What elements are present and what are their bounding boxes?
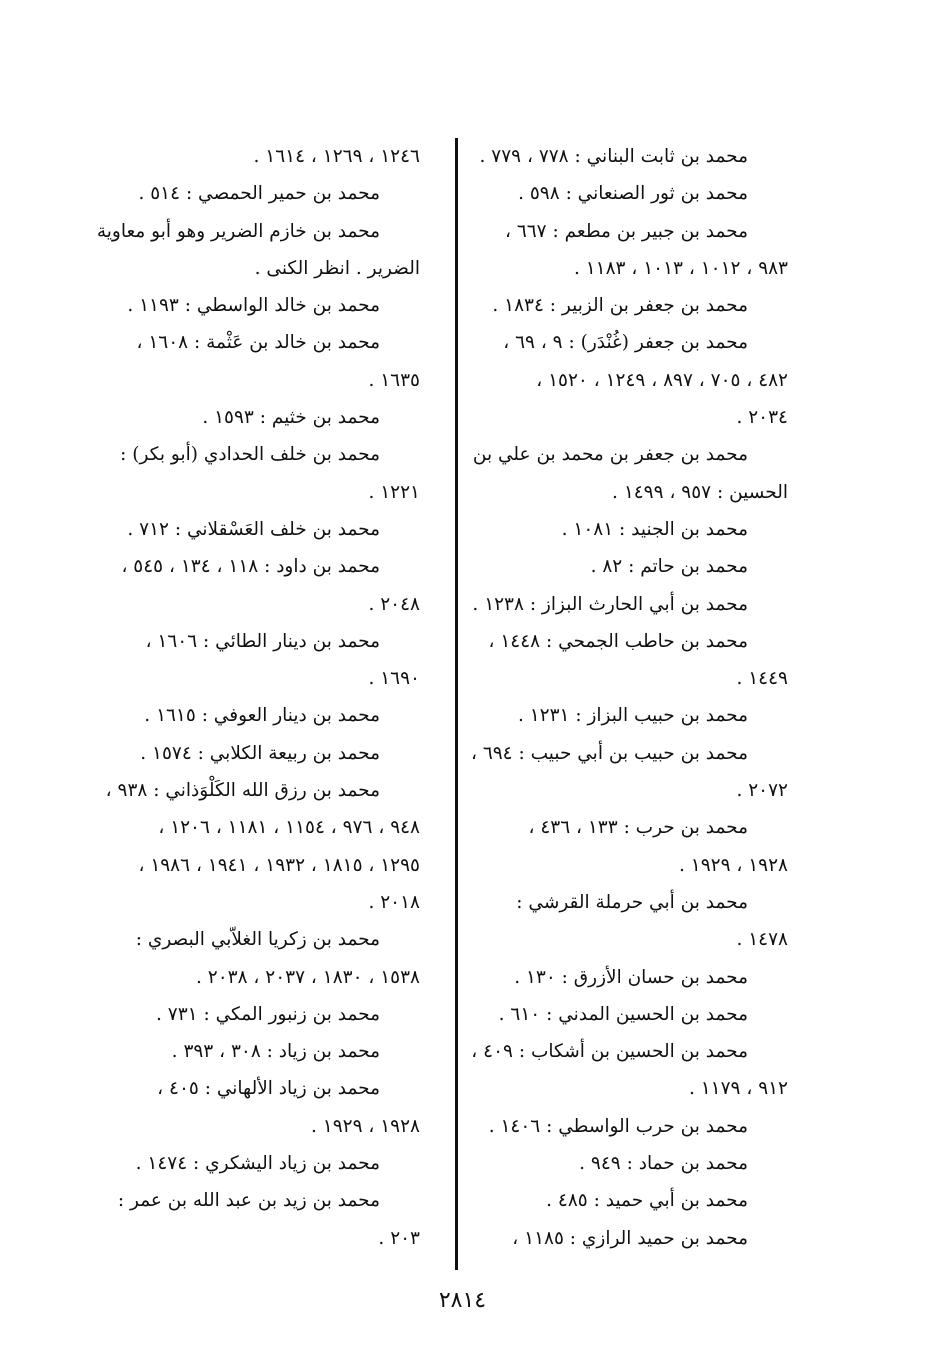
index-line: محمد بن حرب الواسطي : ١٤٠٦ .	[488, 1115, 748, 1137]
index-line: ٢٠٣٤ .	[736, 407, 788, 429]
index-line: ١٤٧٨ .	[736, 929, 788, 951]
index-line: ١٢٤٦ ، ١٢٦٩ ، ١٦١٤ .	[253, 146, 420, 167]
left-column	[80, 138, 420, 1257]
index-line: محمد بن جعفر بن محمد بن علي بن	[472, 444, 748, 466]
index-line: محمد بن زياد اليشكري : ١٤٧٤ .	[135, 1153, 380, 1175]
right-column	[448, 138, 788, 1257]
index-line: ٩١٢ ، ١١٧٩ .	[688, 1078, 788, 1100]
index-line: محمد بن خلف الحدادي (أبو بكر) :	[120, 444, 380, 466]
index-line: محمد بن دينار الطائي : ١٦٠٦ ،	[145, 630, 380, 652]
index-line: محمد بن خازم الضرير وهو أبو معاوية	[96, 220, 380, 242]
index-line: محمد بن الحسين المدني : ٦١٠ .	[498, 1003, 748, 1025]
index-line: محمد بن أبي حرملة القرشي :	[516, 891, 748, 913]
page-number: ٢٨١٤	[438, 1288, 487, 1313]
index-line: محمد بن داود : ١١٨ ، ١٣٤ ، ٥٤٥ ،	[121, 556, 380, 578]
index-line: ١٤٤٩ .	[736, 668, 788, 690]
index-line: محمد بن حماد : ٩٤٩ .	[579, 1153, 748, 1175]
index-line: محمد بن خلف العَسْقلاني : ٧١٢ .	[127, 518, 380, 540]
index-line: محمد بن زياد الألهاني : ٤٠٥ ،	[157, 1078, 380, 1100]
index-line: ٢٠٣ .	[378, 1227, 420, 1249]
index-line: محمد بن أبي الحارث البزاز : ١٢٣٨ .	[472, 593, 748, 615]
index-line: محمد بن ثور الصنعاني : ٥٩٨ .	[518, 183, 748, 205]
index-line: محمد بن جعفر (غُنْدَر) : ٩ ، ٦٩ ،	[503, 332, 748, 354]
index-line: محمد بن زنبور المكي : ٧٣١ .	[156, 1003, 380, 1025]
index-line: ١٩٢٨ ، ١٩٢٩ .	[311, 1115, 420, 1137]
index-line: محمد بن حرب : ١٣٣ ، ٤٣٦ ،	[528, 817, 748, 839]
index-line: محمد بن حمير الحمصي : ٥١٤ .	[138, 183, 380, 205]
index-line: محمد بن ثابت البناني : ٧٧٨ ، ٧٧٩ .	[479, 146, 748, 167]
index-line: ١٢٢١ .	[368, 481, 420, 503]
index-line: ١٥٣٨ ، ١٨٣٠ ، ٢٠٣٧ ، ٢٠٣٨ .	[196, 966, 420, 988]
index-line: الضرير . انظر الكنى .	[254, 257, 420, 279]
index-line: محمد بن حسان الأزرق : ١٣٠ .	[514, 966, 748, 988]
index-line: محمد بن الجنيد : ١٠٨١ .	[561, 518, 748, 540]
index-line: الحسين : ٩٥٧ ، ١٤٩٩ .	[612, 481, 788, 503]
index-line: محمد بن خثيم : ١٥٩٣ .	[202, 407, 380, 429]
index-line: محمد بن دينار العوفي : ١٦١٥ .	[144, 705, 380, 727]
index-line: محمد بن حبيب بن أبي حبيب : ٦٩٤ ،	[470, 742, 748, 764]
index-line: محمد بن زياد : ٣٠٨ ، ٣٩٣ .	[171, 1041, 380, 1063]
index-line: محمد بن زكريا الغلاّبي البصري :	[135, 929, 380, 951]
index-line: ٩٨٣ ، ١٠١٢ ، ١٠١٣ ، ١١٨٣ .	[573, 257, 788, 279]
index-line: محمد بن أبي حميد : ٤٨٥ .	[546, 1190, 748, 1212]
index-line: محمد بن جبير بن مطعم : ٦٦٧ ،	[504, 220, 748, 242]
index-line: محمد بن جعفر بن الزبير : ١٨٣٤ .	[492, 295, 748, 317]
index-line: محمد بن حبيب البزاز : ١٢٣١ .	[517, 705, 748, 727]
index-line: ٢٠١٨ .	[368, 891, 420, 913]
index-line: محمد بن ربيعة الكلابي : ١٥٧٤ .	[140, 742, 380, 764]
index-line: ١٦٩٠ .	[368, 668, 420, 690]
index-line: محمد بن خالد الواسطي : ١١٩٣ .	[127, 295, 380, 317]
index-line: ١٢٩٥ ، ١٨١٥ ، ١٩٣٢ ، ١٩٤١ ، ١٩٨٦ ،	[138, 854, 420, 876]
index-line: محمد بن رزق الله الكَلْوَذاني : ٩٣٨ ،	[105, 780, 380, 802]
index-line: ٤٨٢ ، ٧٠٥ ، ٨٩٧ ، ١٢٤٩ ، ١٥٢٠ ،	[536, 369, 788, 391]
index-line: ٢٠٤٨ .	[368, 593, 420, 615]
index-line: محمد بن حميد الرازي : ١١٨٥ ،	[512, 1227, 748, 1249]
index-line: محمد بن حاتم : ٨٢ .	[590, 556, 748, 578]
index-line: ١٩٢٨ ، ١٩٢٩ .	[679, 854, 788, 876]
index-line: محمد بن حاطب الجمحي : ١٤٤٨ ،	[488, 630, 748, 652]
column-divider	[455, 138, 458, 1270]
index-line: محمد بن الحسين بن أشكاب : ٤٠٩ ،	[471, 1041, 748, 1063]
index-line: محمد بن خالد بن عَثْمة : ١٦٠٨ ،	[136, 332, 380, 354]
index-line: ٩٤٨ ، ٩٧٦ ، ١١٥٤ ، ١١٨١ ، ١٢٠٦ ،	[158, 817, 420, 839]
index-line: محمد بن زيد بن عبد الله بن عمر :	[117, 1190, 380, 1212]
index-line: ١٦٣٥ .	[368, 369, 420, 391]
index-line: ٢٠٧٢ .	[736, 780, 788, 802]
